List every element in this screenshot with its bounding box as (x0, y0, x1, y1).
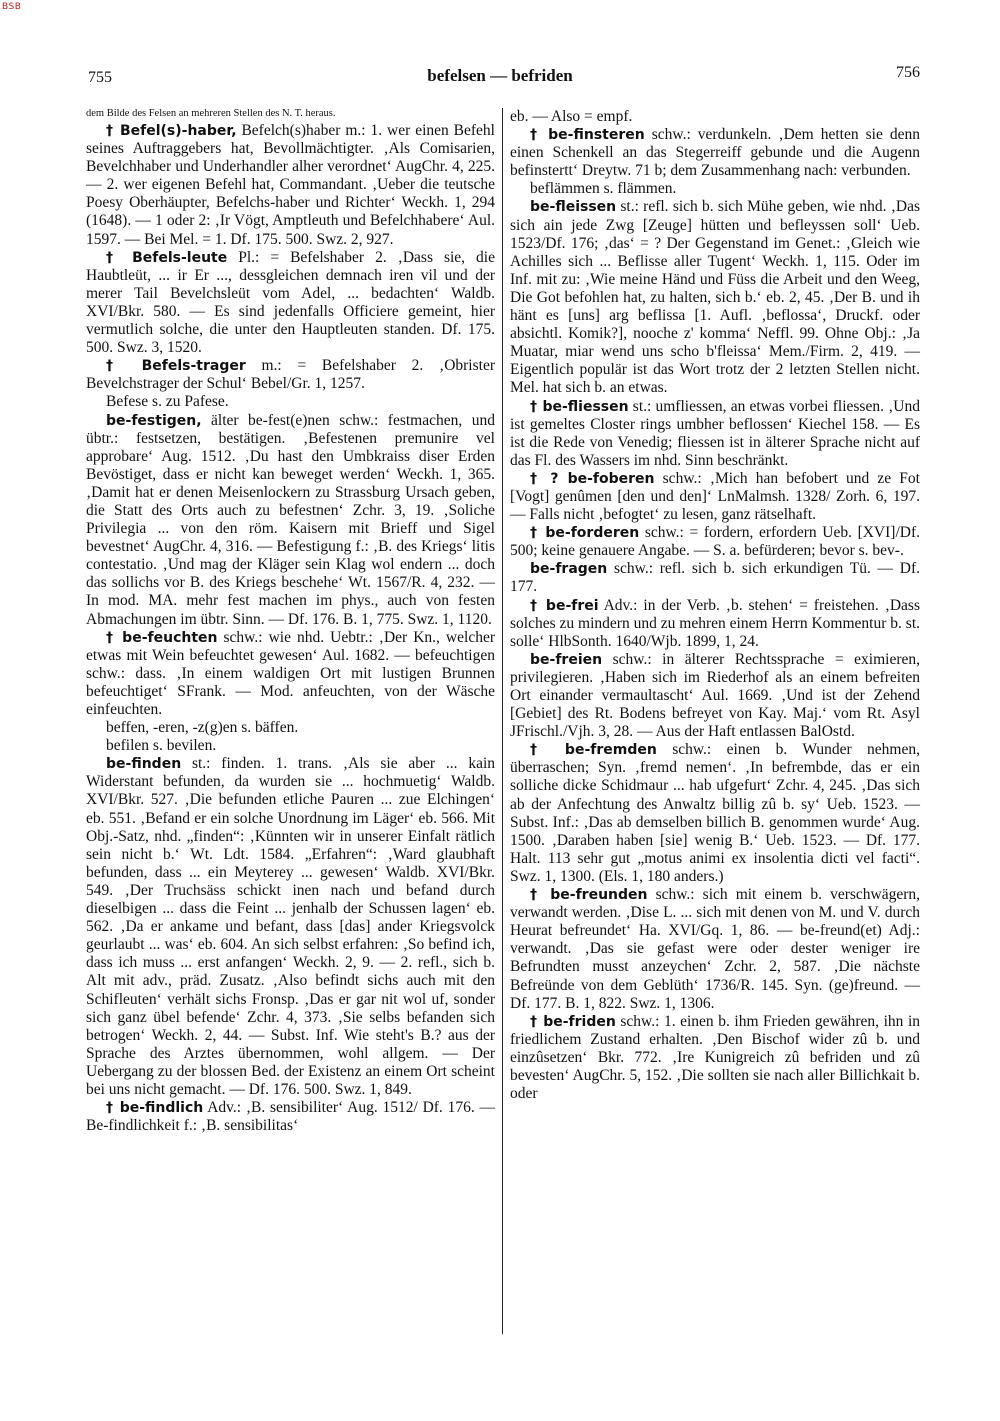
right-column (510, 108, 920, 1103)
entry-lemma: † be-findlich (106, 1100, 204, 1117)
left-column (86, 106, 495, 1135)
entry-paragraph (510, 741, 920, 886)
entry-text: schw.: refl. sich b. sich erkundigen Tü. — Df. 177. (510, 560, 920, 596)
entry-text: dem Bilde des Felsen an mehreren Stellen des N. T. heraus. (86, 108, 336, 119)
entry-text: schw.: 1. einen b. ihm Frieden gewähren, ihn in friedlichem Zustand erhalten. ‚Den Bischof wider zû b. und einzûsetzen‘ Bkr. 772. ‚Ire Kunigreich zû befriden und zû bevesten‘ AugChr. 5, 152. ‚Die sollten sie nach aller Billichkait b. oder (510, 1012, 920, 1103)
column-divider (502, 108, 503, 1334)
entry-text: Pl.: = Befelshaber 2. ‚Dass sie, die Haubtleüt, ... ir Er ..., dessgleichen demnach iren vil und der merer Tail Bevelchsleüt vom Adel, ... bedachten‘ Waldb. XVI/Bkr. 580. — Es sind jedenfalls Officiere gemeint, hier vermutlich solche, die unter den Hauptleuten standen. Df. 175. 500. Swz. 3, 1520. (86, 248, 495, 357)
entry-lemma: † Befel(s)-haber, (106, 123, 237, 139)
entry-lemma: † ? be-foberen (530, 470, 655, 487)
entry-lemma: be-freien (530, 651, 603, 668)
entry-paragraph (510, 398, 920, 470)
entry-lemma: † Befels-leute (106, 249, 228, 266)
entry-lemma: † be-friden (530, 1013, 616, 1030)
entry-paragraph (510, 886, 920, 1013)
entry-paragraph (86, 122, 495, 249)
entry-lemma: † be-freunden (530, 887, 648, 904)
entry-lemma: † be-frei (530, 597, 599, 614)
entry-text: schw.: sich mit einem b. verschwägern, verwandt werden. ‚Dise L. ... sich mit denen von M. und V. durch Heurat befreundet‘ Ha. XVI/Gq. 1, 86. — be-freund(et) Adj.: verwandt. ‚Das sie gefast were oder dester weniger ire Befrundten musst anzeychen‘ Zchr. 2, 587. ‚Die nächste Befreünde von dem Geblüth‘ 1736/R. 145. Syn. (ge)freund. — Df. 177. B. 1, 822. Swz. 1, 1306. (510, 886, 921, 1012)
entry-text: m.: = Befelshaber 2. ‚Obrister Bevelchstrager der Schul‘ Bebel/Gr. 1, 1257. (86, 357, 495, 393)
entry-paragraph (86, 629, 495, 719)
entry-lemma: † be-finsteren (530, 127, 645, 144)
library-mark: BSB (2, 2, 22, 12)
entry-text: schw.: in älterer Rechtssprache = eximieren, privilegieren. ‚Haben sich im Riederhof als an einem befreiten Ort einander vermaultascht‘ Aul. 1669. ‚Und ist der Zehend [Gebiet] des Rt. Bodens befreyet von Kay. Maj.‘ vom Rt. Asyl JFrischl./Vjh. 3, 28. — Aus der Haft entlassen BalOstd. (510, 650, 920, 741)
entry-text: schw.: verdunkeln. ‚Dem hetten sie denn einen Schenkell an das Stegerreiff gebunde und die Augenn befinstertt‘ Dreytw. 71 b; dem Zusammenhang nach: verbunden. (510, 126, 920, 180)
entry-lemma: † be-fremden (530, 742, 657, 759)
entry-paragraph (86, 393, 495, 411)
entry-text: Adv.: ‚B. sensibiliter‘ Aug. 1512/ Df. 176. — Be-findlichkeit f.: ‚B. sensibilitas‘ (86, 1099, 495, 1135)
entry-text: st.: refl. sich b. sich Mühe geben, wie nhd. ‚Das sich ain jede Zwg [Zeuge] hütten und befleyssen soll‘ Ueb. 1523/Df. 176; ‚das‘ = ? Der Gegenstand im Genet.: ‚Gleich wie Achilles sich ... Beflisse aller Tugent‘ Weckh. 1, 115. Oder im Inf. mit zu: ‚Wie meine Händ und Füss die Arbeit und den Weeg, Die Got befohlen hat, zu halten, sich b.‘ eb. 2, 45. ‚Der B. und ih hänt es [uns] arg beflissa [1. Aufl. ‚beflossa‘, Druckf. oder absichtl. Komik?], nooche z' komma‘ Neffl. 99. Ohne Obj.: ‚Ja Muatar, miar wend uns scho b'fleissa‘ Mem./Firm. 2, 419. — Eigentlich populär ist das Wort trotz der 2 letzten Stellen nicht. Mel. hat sich b. an etwas. (510, 198, 920, 397)
left-page-number: 755 (88, 69, 112, 86)
entry-text: Befese s. zu Pafese. (106, 393, 229, 411)
entry-paragraph (510, 1013, 920, 1103)
entry-paragraph (510, 108, 920, 126)
entry-text: schw.: wie nhd. Uebtr.: ‚Der Kn., welcher etwas mit Wein befeuchtet gewesen‘ Aul. 1682. — befeuchtigen schw.: dass. ‚In einem waldigen Ort mit lustigen Brunnen befeuchtiget‘ SFrank. — Mod. anfeuchten, von der Wäsche einfeuchten. (86, 628, 495, 718)
entry-text: schw.: ‚Mich han befobert und ze Fot [Vogt] genûmen [den und den]‘ LnMalmsh. 1328/ Zorh. 6, 197. — Falls nicht ‚befogtet‘ zu lesen, ganz rätselhaft. (510, 469, 920, 524)
entry-lemma: be-festigen, (106, 412, 202, 429)
entry-paragraph (510, 560, 920, 596)
entry-lemma: † be-forderen (530, 525, 640, 542)
entry-paragraph (510, 126, 920, 180)
entry-paragraph (86, 357, 495, 393)
entry-paragraph (510, 180, 920, 198)
entry-paragraph (86, 1099, 495, 1135)
running-head: befelsen — befriden (427, 66, 573, 85)
entry-lemma: be-fleissen (530, 199, 617, 216)
entry-paragraph (510, 470, 920, 524)
entry-text: befilen s. bevilen. (106, 737, 217, 755)
entry-paragraph (86, 106, 495, 122)
entry-paragraph (510, 651, 920, 741)
entry-lemma: † be-feuchten (106, 629, 218, 646)
entry-paragraph (510, 524, 920, 560)
entry-paragraph (86, 412, 495, 629)
entry-lemma: be-finden (106, 756, 182, 773)
entry-text: schw.: einen b. Wunder nehmen, überraschen; Syn. ‚fremd nemen‘. ‚In befrembde, das er ein solliche dicke Schidmaur ... hab ufgefurt‘ Zchr. 4, 245. ‚Das sich ab der Anfechtung des Anwaltz billig zû b. sy‘ Ueb. 1523. — Subst. Inf.: ‚Das ab demselben billich B. genommen wurde‘ Aug. 1500. ‚Daraben haben [sie] wenig B.‘ Ueb. 1523. — Df. 177. Halt. 113 sehr gut „motus animi ex insolentia dicti vel facti“. Swz. 1, 1300. (Els. 1, 180 anders.) (510, 741, 920, 885)
entry-paragraph (86, 249, 495, 358)
entry-text: Adv.: in der Verb. ‚b. stehen‘ = freistehen. ‚Dass solches zu mindern und zu mehren einem Herrn Kommentur b. st. solle‘ HlbSonth. 1640/Wjb. 1899, 1, 24. (510, 596, 920, 650)
entry-lemma: † Befels-trager (106, 358, 246, 375)
entry-text: schw.: = fordern, erfordern Ueb. [XVI]/Df. 500; keine genauere Angabe. — S. a. befürderen; bevor s. bev-. (510, 524, 920, 560)
entry-text: beffen, -eren, -z(g)en s. bäffen. (106, 719, 299, 737)
right-page-number: 756 (896, 64, 920, 81)
entry-paragraph (86, 755, 495, 1099)
entry-text: st.: umfliessen, an etwas vorbei fliessen. ‚Und ist gemeltes Closter rings umbher beflossen‘ Kiechel 158. — Es ist die Rede von Venedig; fliessen ist in älterer Sprache nicht auf das Fl. des Wassers im nhd. Sinn beschränkt. (510, 397, 920, 469)
entry-text: Befelch(s)haber m.: 1. wer einen Befehl seines Auftraggebers hat, Bevollmächtigter. ‚Als Comisarien, Bevelchhaber und Underhandler alher verordnet‘ AugChr. 4, 225. — 2. wer eigenen Befehl hat, Commandant. ‚Ueber die teutsche Poesy Oberhäupter, Befelchs-haber und Richter‘ Weckh. 1, 294 (1648). — 1 oder 2: ‚Ir Vögt, Amptleuth und Befelchhabere‘ Aul. 1597. — Bei Mel. = 1. Df. 175. 500. Swz. 2, 927. (86, 122, 495, 248)
entry-text: eb. — Also = empf. (510, 108, 633, 125)
entry-text: st.: finden. 1. trans. ‚Als sie aber ... kain Widerstant befunden, da wurden sie ... hochmuetig‘ Waldb. XVI/Bkr. 527. ‚Die befunden etliche Pauren ... zue Elchingen‘ eb. 551. ‚Befand er ein solche Unordnung im Läger‘ eb. 566. Mit Obj.-Satz, nhd. „finden“: ‚Künnten wir in unserer Einfalt rätlich sein nicht b.‘ Wt. Ldt. 1584. „Erfahren“: ‚Ward glaubhaft befunden, dass ... ein Meyterey ... gewesen‘ Waldb. XVI/Bkr. 549. ‚Der Truchsäss schickt inen nach und befand durch dieselbigen ... dass die Feint ... jenhalb der Schussen lagen‘ eb. 562. ‚Da er ankame und befant, dass [das] ander Kriegsvolck geurlaubt ... was‘ eb. 604. An sich selbst erfahren: ‚So befind ich, dass ich muss ... erst anfangen‘ Weckh. 2, 9. — 2. refl., sich b. Alt mit adv., präd. Zusatz. ‚Also befindt sichs auch mit den Schifleuten‘ verhält sichs Fronsp. ‚Das er gar nit wol uf, sonder sich ganz übel befende‘ Zchr. 4, 373. ‚Sie selbs befanden sich betrogen‘ Weckh. 2, 44. — Subst. Inf. Wie steht's B.? aus der Sprache des Arztes übernommen, wohl allgem. — Der Uebergang zu der blossen Bed. der Existenz an einem Ort scheint bei uns nicht gemacht. — Df. 176. 500. Swz. 1, 849. (86, 755, 495, 1098)
entry-paragraph (510, 597, 920, 651)
entry-text: beflämmen s. flämmen. (530, 180, 677, 198)
entry-paragraph (86, 737, 495, 755)
entry-paragraph (86, 719, 495, 737)
entry-text: älter be-fest(e)nen schw.: festmachen, und übtr.: festsetzen, bestätigen. ‚Befestenen premunire vel approbare‘ Aug. 1512. ‚Du hast den Umbkraiss diser Erden Bevöstiget, dass er nicht kan beweget werden‘ Weckh. 1, 365. ‚Damit hat er denen Meisenlockern zu Strassburg Ursach geben, die Statt des Orts auch zu befestnen‘ Zchr. 3, 19. ‚Soliche Privilegia ... von den röm. Kaisern mit Brieff und Sigel bevestnet‘ AugChr. 4, 316. — Befestigung f.: ‚B. des Kriegs‘ litis contestatio. ‚Und mag der Kläger sein Klag wol endern ... doch das sollichs vor B. des Kriegs beschehe‘ Wt. 1567/R. 4, 232. — In mod. MA. mehr fest machen im phys., auch von festen Abmachungen im übtr. Sinn. — Df. 176. B. 1, 775. Swz. 1, 1120. (86, 411, 495, 628)
entry-lemma: be-fragen (530, 561, 608, 578)
entry-paragraph (510, 198, 920, 397)
entry-lemma: † be-fliessen (530, 398, 629, 415)
